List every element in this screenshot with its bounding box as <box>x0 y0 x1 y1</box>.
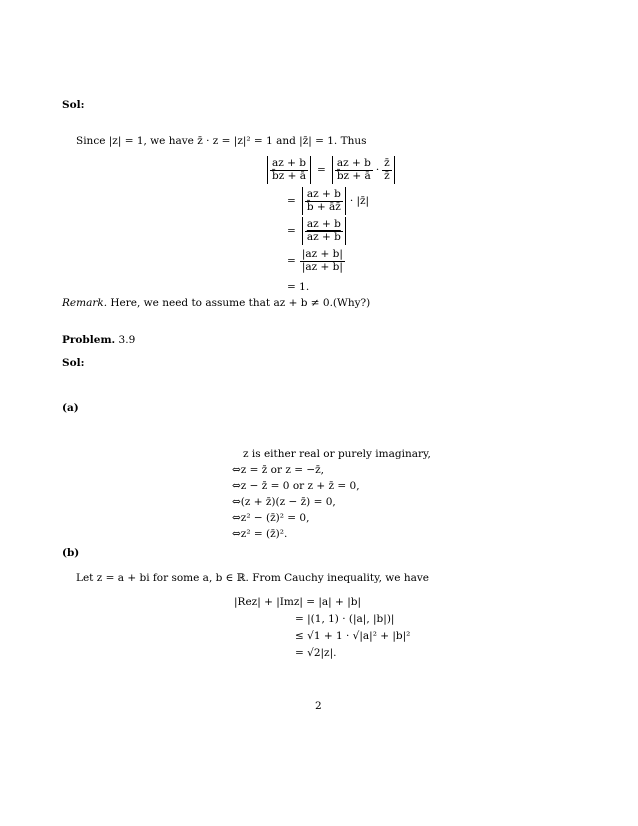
lhs-fraction: $\frac{az + b}{b̄z + ā}$ <box>272 157 306 182</box>
part-a-line: ⇔z − z̄ = 0 or z + z̄ = 0, <box>232 480 360 492</box>
problem-label: Problem. <box>62 334 116 346</box>
problem-number: 3.9 <box>115 334 136 346</box>
remark <box>62 297 370 309</box>
page-number: 2 <box>315 700 322 712</box>
derivation-row-3: = $\frac{az + b}{az + b}$ <box>265 216 397 246</box>
part-a-line: z is either real or purely imaginary, <box>243 448 431 460</box>
problem-heading <box>62 334 135 346</box>
remark-text: Here, we need to assume that az + b ≠ 0.(Why?) <box>107 297 371 309</box>
part-a-line: ⇔z² − (z̄)² = 0, <box>232 512 310 524</box>
part-b-intro: Let z = a + bi for some a, b ∈ ℝ. From Cauchy inequality, we have <box>76 572 430 584</box>
part-a-line: ⇔(z + z̄)(z − z̄) = 0, <box>232 496 336 508</box>
derivation-row-4: = $\frac{|az + b|}{|az + b|}$ <box>287 248 343 273</box>
remark-label: Remark. <box>62 297 108 309</box>
sol-label-2: Sol: <box>62 357 85 369</box>
part-b-block <box>234 594 410 662</box>
sol-label: Sol: <box>62 99 85 111</box>
part-b-line: = √2|z|. <box>295 647 337 659</box>
lhs-abs <box>265 156 313 184</box>
part-a-block <box>232 446 431 542</box>
row1-abs: $\frac{az + b}{b̄z + ā}$ · $\frac{z̄}{z̄}$ <box>330 156 397 184</box>
part-a-line: ⇔z = z̄ or z = −z̄, <box>232 464 325 476</box>
derivation-block <box>265 154 397 298</box>
intro-line: Since |z| = 1, we have z̄ · z = |z|² = 1 and |z̄| = 1. Thus <box>76 135 367 147</box>
derivation-row-2: = $\frac{az + b}{b̄ + āz̄}$ · |z̄| <box>265 186 397 216</box>
part-b-line: ≤ √1 + 1 · √|a|² + |b|² <box>295 630 411 642</box>
derivation-row-1: $\frac{az + b}{b̄z + ā}$ = $\frac{az + b}{b̄z + ā}$ · $\frac{z̄}{z̄}$ <box>265 154 397 186</box>
derivation-row-5: = 1. <box>287 281 310 293</box>
part-a-label: (a) <box>62 402 79 414</box>
part-b-label: (b) <box>62 547 80 559</box>
part-a-line: ⇔z² = (z̄)². <box>232 528 288 540</box>
part-b-line: = |(1, 1) · (|a|, |b|)| <box>295 613 395 625</box>
part-b-line: |Rez| + |Imz| = |a| + |b| <box>234 596 361 608</box>
